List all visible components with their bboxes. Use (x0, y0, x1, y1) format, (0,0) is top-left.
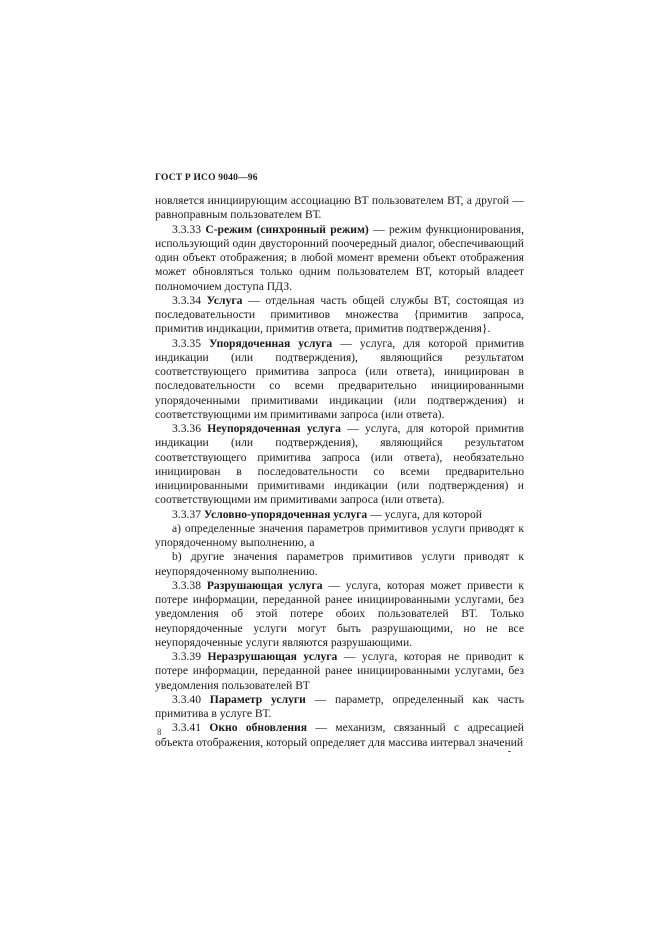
clause-number: 3.3.37 (172, 507, 204, 521)
definition-3-3-40 (155, 693, 524, 722)
defined-term: Услуга (206, 293, 243, 307)
definition-text: — услуга, которая не приводит к потере информации, переданной ранее инициированными услугами, без уведомления пользователей ВТ (155, 650, 525, 692)
definition-text: — услуга, которая может привести к потере информации, переданной ранее инициированными услугами, без уведомления об этой потере обоих пользователей ВТ. Только неупорядоченные услуги могут быть разрушающими, но не все неупорядоченные услуги являются разрушающими. (155, 578, 525, 649)
definition-3-3-39 (155, 650, 524, 693)
clause-number: 3.3.41 (172, 721, 210, 735)
clause-number: 3.3.40 (172, 692, 210, 706)
definition-text: — услуга, для которой примитив индикации (или подтверждения), являющийся результатом соответствующего примитива запроса (или ответа), необязательно инициирован в последовательности со всеми предварительно инициированными примитивами индикации (или подтверждения) и соответствующими им примитивами запроса (или ответа). (155, 422, 524, 507)
list-item-text: а) определенные значения параметров примитивов услуги приводят к упорядоченному выполнению, а (155, 521, 524, 549)
list-item-b (155, 550, 524, 579)
defined-term: Параметр услуги (209, 692, 306, 706)
defined-term: Неупорядоченная услуга (207, 422, 341, 435)
list-item-a (155, 522, 524, 551)
definition-3-3-34 (155, 294, 524, 337)
clause-number: 3.3.39 (172, 650, 208, 663)
defined-term: Окно обновления (209, 721, 308, 735)
defined-term: Неразрушающая услуга (207, 650, 338, 663)
paragraph-continuation (155, 194, 524, 223)
definition-3-3-37 (155, 508, 524, 522)
clause-number: 3.3.35 (172, 336, 210, 350)
definition-text: — механизм, связанный с адресацией объекта отображения, который определяет для массива интервал значений (155, 721, 524, 749)
definition-3-3-33 (155, 223, 524, 294)
definition-3-3-36 (155, 422, 524, 508)
page-number: 8 (157, 727, 162, 737)
defined-term: Разрушающая услуга (206, 578, 323, 592)
defined-term: Упорядоченная услуга (209, 336, 333, 350)
defined-term: Условно-упорядоченная услуга (203, 507, 368, 521)
document-body (155, 194, 524, 750)
definition-3-3-35 (155, 337, 524, 423)
paragraph-text: новляется инициирующим ассоциацию ВТ пользователем ВТ, а другой — равноправным пользователем ВТ. (155, 194, 524, 222)
clause-number: 3.3.36 (172, 422, 208, 435)
definition-text: — параметр, определенный как часть примитива в услуге ВТ. (155, 692, 524, 720)
definition-text: — услуга, для которой (367, 507, 482, 521)
definition-3-3-41 (155, 721, 524, 750)
clause-number: 3.3.38 (172, 578, 207, 592)
list-item-text: b) другие значения параметров примитивов услуги приводят к неупорядоченному выполнению. (155, 550, 524, 578)
clause-number: 3.3.33 (172, 222, 206, 236)
clause-number: 3.3.34 (172, 293, 207, 307)
defined-term: С-режим (синхронный режим) (205, 222, 369, 236)
definition-text: — услуга, для которой примитив индикации (или подтверждения), являющийся результатом соответствующего примитива запроса (или ответа), инициирован в последовательности со всеми предварительно инициированными упорядоченными примитивами индикации (или подтверждения) и соответствующими им примитивами запроса (или ответа). (155, 336, 524, 421)
scan-mark (508, 751, 511, 752)
definition-3-3-38 (155, 579, 524, 650)
definition-text: — отдельная часть общей службы ВТ, состоящая из последовательности примитивов множества {примитив запроса, примитив индикации, примитив ответа, примитив подтверждения}. (155, 293, 525, 336)
definition-text: — режим функционирования, использующий один двусторонний поочередный диалог, обеспечивающий один объект отображения; в любой момент времени объект отображения может обновляться только одним пользователем ВТ, который владеет полномочием доступа ПДЗ. (155, 222, 525, 293)
document-header: ГОСТ Р ИСО 9040—96 (155, 173, 258, 183)
